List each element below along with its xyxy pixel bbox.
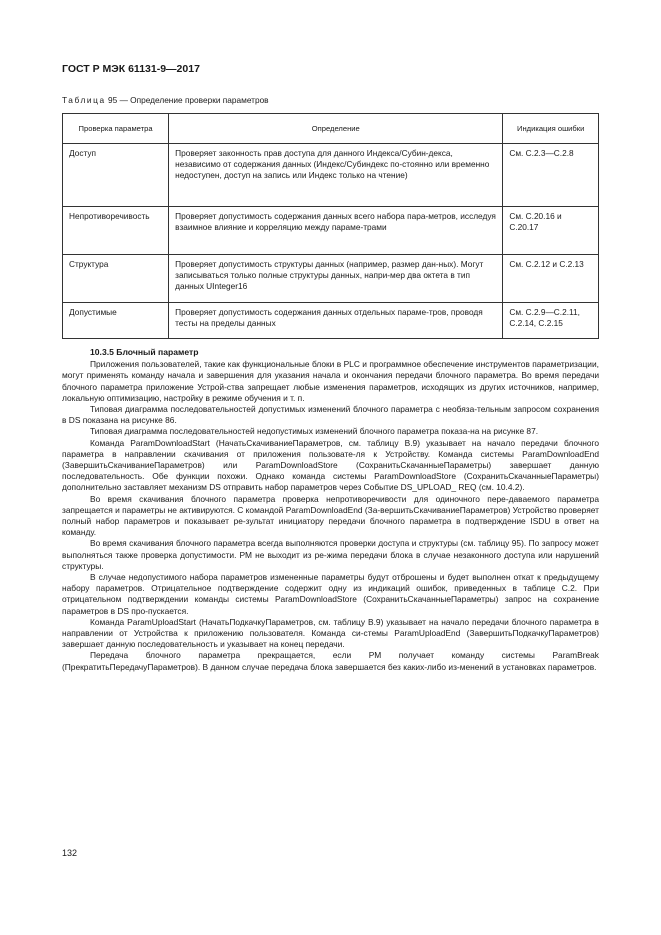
paragraph: Во время скачивания блочного параметра всегда выполняются проверки доступа и структуры (см. таблицу 95). По запросу может выполняться также проверка допустимости. РМ не выходит из ре-жима передачи блока в случае незаконного доступа или нарушений структуры.: [62, 538, 599, 571]
cell-check: Структура: [63, 255, 169, 303]
paragraph: Передача блочного параметра прекращается, если РМ получает команду системы ParamBreak (ПрекратитьПередачуПараметров). В данном случае передача блока завершается без каких-либо из-менений в установках параметров.: [62, 650, 599, 672]
table-caption-prefix: Таблица: [62, 95, 106, 105]
section-heading: 10.3.5 Блочный параметр: [90, 347, 199, 357]
cell-check: Непротиворечивость: [63, 207, 169, 255]
table-row: [63, 144, 599, 207]
table-caption-text: 95 — Определение проверки параметров: [105, 95, 269, 105]
column-header-error: Индикация ошибки: [503, 114, 599, 144]
table-caption: [62, 95, 269, 105]
cell-definition: Проверяет допустимость содержания данных всего набора пара-метров, исследуя взаимное влияние и корреляцию между параме-трами: [169, 207, 503, 255]
cell-error: См. С.2.3—С.2.8: [503, 144, 599, 207]
cell-definition: Проверяет допустимость содержания данных отдельных параме-тров, проводя тесты на пределы данных: [169, 303, 503, 339]
parameter-check-table: [62, 113, 599, 339]
paragraph: Приложения пользователей, такие как функциональные блоки в PLC и программное обеспечение инструментов параметризации, могут применять команду начала и завершения для указания начала и окончания передачи блочного параметра. Во время передачи блочного параметра приложение Устрой-ства запрещает любые изменения параметров, исходящих из других источников, например, локальную оптимизацию, настройку в режиме обучения и т. п.: [62, 359, 599, 403]
paragraph: Команда ParamDownloadStart (НачатьСкачиваниеПараметров, см. таблицу В.9) указывает на начало передачи блочного параметра в направлении скачивания от приложения пользовате-ля к Устройству. Команда системы ParamDownloadEnd (ЗавершитьСкачиваниеПараметров) или ParamDownloadStore (СохранитьСкачанныеПараметры) завершает данную последовательность. Обе функции похожи. Однако команда системы ParamDownloadStore (СохранитьСкачанныеПараметры) дополнительно заставляет механизм DS отправить набор параметров через Событие DS_UPLOAD_ REQ (см. 10.4.2).: [62, 437, 599, 493]
table-row: [63, 207, 599, 255]
table-header-row: [63, 114, 599, 144]
paragraph: Типовая диаграмма последовательностей допустимых изменений блочного параметра с необяза-тельным запросом сохранения в DS показана на рисунке 86.: [62, 404, 599, 426]
column-header-definition: Определение: [169, 114, 503, 144]
cell-definition: Проверяет законность прав доступа для данного Индекса/Субин-декса, независимо от содержания данных (Индекс/Субиндекс по-стоянно или временно недоступен, доступ на запись или Индекс только на чтение): [169, 144, 503, 207]
paragraph: Во время скачивания блочного параметра проверка непротиворечивости для одиночного пере-даваемого параметра запрещается и параметры не активируются. С командой ParamDownloadEnd (За-вершитьСкачиваниеПараметров) Устройство проверяет полный набор параметров и показывает ре-зультат инициатору передачи блочного параметра в подтверждение ISDU в ответ на команду.: [62, 493, 599, 538]
paragraph: В случае недопустимого набора параметров измененные параметры будут отброшены и будет выполнен откат к предыдущему набору параметров. Отрицательное подтверждение содержит одну из индикаций ошибок, приведенных в таблице С.2. При отрицательном подтверждении команды системы ParamDownloadStore (СохранитьСкачанныеПараметры) запрос на сохранение параметров в DS про-пускается.: [62, 572, 599, 616]
cell-error: См. С.2.9—С.2.11, С.2.14, С.2.15: [503, 303, 599, 339]
cell-error: См. С.20.16 и С.20.17: [503, 207, 599, 255]
paragraph: Команда ParamUploadStart (НачатьПодкачкуПараметров, см. таблицу В.9) указывает на начало передачи блочного параметра в направлении от Устройства к приложению пользователя. Команда си-стемы ParamUploadEnd (ЗавершитьПодкачкуПараметров) завершает данную последовательность и указывает на конец передачи.: [62, 616, 599, 650]
section-body: [62, 347, 599, 673]
cell-error: См. С.2.12 и С.2.13: [503, 255, 599, 303]
document-header: ГОСТ Р МЭК 61131-9—2017: [62, 63, 200, 75]
cell-definition: Проверяет допустимость структуры данных (например, размер дан-ных). Могут записываться только полные структуры данных, напри-мер два октета в тип данных UInteger16: [169, 255, 503, 303]
page-number: 132: [62, 848, 78, 858]
column-header-check: Проверка параметра: [63, 114, 169, 144]
cell-check: Допустимые: [63, 303, 169, 339]
table-row: [63, 303, 599, 339]
paragraph: Типовая диаграмма последовательностей недопустимых изменений блочного параметра показа-на на рисунке 87.: [90, 426, 539, 437]
table-row: [63, 255, 599, 303]
cell-check: Доступ: [63, 144, 169, 207]
